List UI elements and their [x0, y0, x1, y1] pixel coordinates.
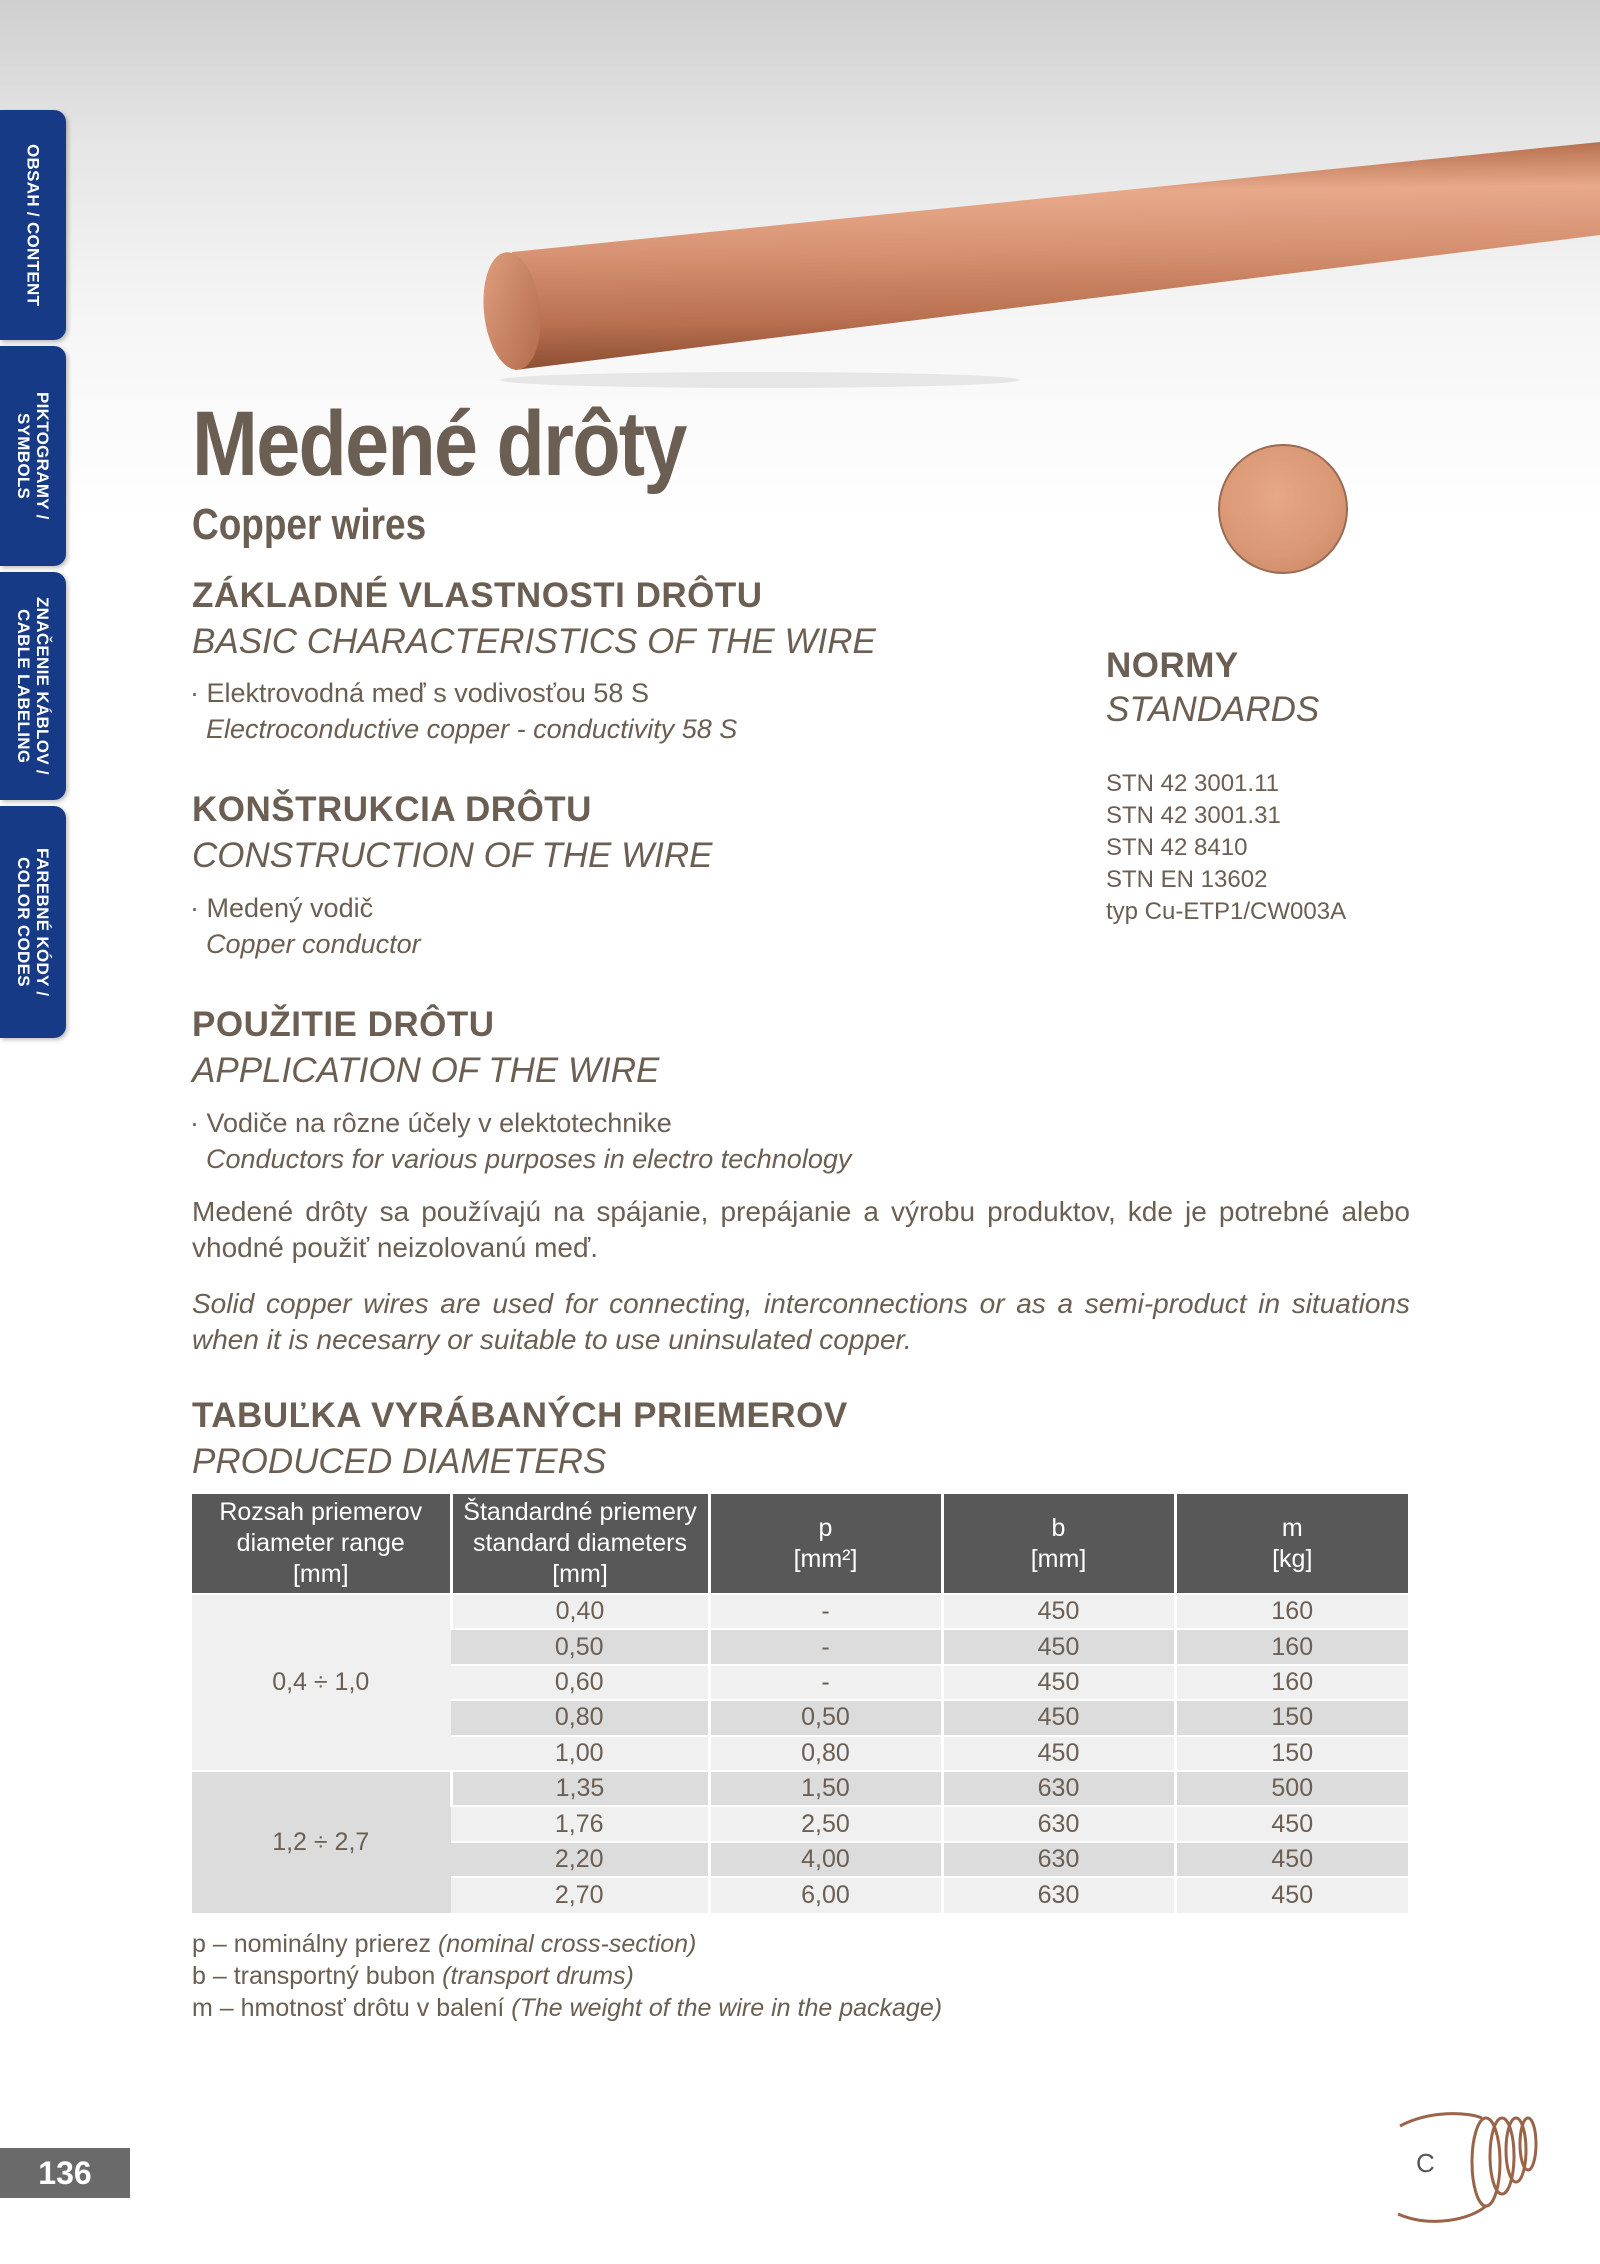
b-cell: 450 — [942, 1700, 1175, 1735]
diameter-cell: 0,40 — [451, 1594, 709, 1629]
diameter-cell: 1,35 — [451, 1771, 709, 1806]
tab-cable-labeling[interactable] — [0, 572, 66, 800]
standard-item: STN 42 3001.11 — [1106, 770, 1280, 797]
standard-item: STN 42 8410 — [1106, 834, 1248, 861]
b-cell: 450 — [942, 1665, 1175, 1700]
page-title: Medené drôty — [192, 393, 686, 495]
tab-color-codes-label: FAREBNÉ KÓDY / COLOR CODES — [14, 847, 52, 997]
column-header-standard-diameters: Štandardné priemery standard diameters [mm] — [451, 1494, 709, 1594]
b-cell: 450 — [942, 1629, 1175, 1664]
b-cell: 630 — [942, 1877, 1175, 1912]
legend-item-b: b – transportný bubon (transport drums) — [192, 1962, 634, 1990]
table-row — [192, 1594, 1408, 1629]
copper-rod-image — [0, 0, 1600, 420]
diameters-table — [192, 1494, 1408, 1913]
basic-bullet-en: Electroconductive copper - conductivity 58 S — [206, 714, 738, 744]
b-cell: 450 — [942, 1594, 1175, 1629]
m-cell: 450 — [1175, 1806, 1408, 1841]
m-cell: 160 — [1175, 1594, 1408, 1629]
company-logo-icon — [1390, 2096, 1550, 2226]
range-cell: 0,4 ÷ 1,0 — [192, 1594, 451, 1771]
m-cell: 160 — [1175, 1665, 1408, 1700]
diameter-cell: 0,60 — [451, 1665, 709, 1700]
m-cell: 500 — [1175, 1771, 1408, 1806]
table-header-row — [192, 1494, 1408, 1594]
basic-bullet-sk: · Elektrovodná meď s vodivosťou 58 S — [190, 678, 649, 708]
p-cell: 0,50 — [709, 1700, 942, 1735]
application-bullet-en: Conductors for various purposes in electro technology — [206, 1144, 852, 1174]
tab-symbols[interactable] — [0, 346, 66, 566]
description-en: Solid copper wires are used for connecting, interconnections or as a semi-product in situations when it is necesarry or suitable to use uninsulated copper. — [192, 1288, 1410, 1355]
m-cell: 150 — [1175, 1700, 1408, 1735]
basic-heading-sk: ZÁKLADNÉ VLASTNOSTI DRÔTU — [192, 576, 763, 615]
standards-heading-sk: NORMY — [1106, 646, 1239, 685]
p-cell: 6,00 — [709, 1877, 942, 1912]
table-heading-en: PRODUCED DIAMETERS — [192, 1442, 607, 1481]
diameter-cell: 0,80 — [451, 1700, 709, 1735]
standard-item: typ Cu-ETP1/CW003A — [1106, 898, 1347, 925]
p-cell: 4,00 — [709, 1842, 942, 1877]
b-cell: 450 — [942, 1736, 1175, 1771]
column-header-b: b [mm] — [942, 1494, 1175, 1594]
construction-bullet-sk: · Medený vodič — [190, 893, 374, 923]
application-bullet-sk: · Vodiče na rôzne účely v elektotechnike — [190, 1108, 672, 1138]
standard-item: STN 42 3001.31 — [1106, 802, 1281, 829]
b-cell: 630 — [942, 1806, 1175, 1841]
standard-item: STN EN 13602 — [1106, 866, 1268, 893]
application-heading-sk: POUŽITIE DRÔTU — [192, 1005, 495, 1044]
svg-text:C: C — [1416, 2148, 1435, 2178]
column-header-range: Rozsah priemerov diameter range [mm] — [192, 1494, 451, 1594]
tab-content[interactable] — [0, 110, 66, 340]
p-cell: 0,80 — [709, 1736, 942, 1771]
m-cell: 450 — [1175, 1842, 1408, 1877]
table-row — [192, 1771, 1408, 1806]
b-cell: 630 — [942, 1771, 1175, 1806]
diameter-cell: 0,50 — [451, 1629, 709, 1664]
p-cell: 1,50 — [709, 1771, 942, 1806]
diameter-cell: 1,76 — [451, 1806, 709, 1841]
copper-cross-section-icon — [1218, 444, 1348, 574]
standards-heading-en: STANDARDS — [1106, 690, 1320, 729]
diameter-cell: 1,00 — [451, 1736, 709, 1771]
description-sk: Medené drôty sa používajú na spájanie, prepájanie a výrobu produktov, kde je potrebné alebo vhodné použiť neizolovanú meď. — [192, 1196, 1410, 1263]
table-heading-sk: TABUĽKA VYRÁBANÝCH PRIEMEROV — [192, 1396, 848, 1435]
m-cell: 150 — [1175, 1736, 1408, 1771]
construction-heading-en: CONSTRUCTION OF THE WIRE — [192, 836, 713, 875]
tab-content-label: OBSAH / CONTENT — [23, 143, 43, 307]
diameter-cell: 2,70 — [451, 1877, 709, 1912]
p-cell: - — [709, 1665, 942, 1700]
column-header-m: m [kg] — [1175, 1494, 1408, 1594]
column-header-p: p [mm²] — [709, 1494, 942, 1594]
p-cell: 2,50 — [709, 1806, 942, 1841]
p-cell: - — [709, 1594, 942, 1629]
legend-item-p: p – nominálny prierez (nominal cross-section) — [192, 1930, 697, 1958]
m-cell: 450 — [1175, 1877, 1408, 1912]
diameter-cell: 2,20 — [451, 1842, 709, 1877]
p-cell: - — [709, 1629, 942, 1664]
b-cell: 630 — [942, 1842, 1175, 1877]
m-cell: 160 — [1175, 1629, 1408, 1664]
page-number: 136 — [0, 2148, 130, 2198]
page-subtitle: Copper wires — [192, 500, 427, 549]
construction-heading-sk: KONŠTRUKCIA DRÔTU — [192, 790, 592, 829]
tab-symbols-label: PIKTOGRAMY / SYMBOLS — [14, 392, 52, 520]
construction-bullet-en: Copper conductor — [206, 929, 421, 959]
tab-cable-labeling-label: ZNAČENIE KÁBLOV / CABLE LABELING — [14, 597, 52, 775]
application-heading-en: APPLICATION OF THE WIRE — [192, 1051, 660, 1090]
tab-color-codes[interactable] — [0, 806, 66, 1038]
range-cell: 1,2 ÷ 2,7 — [192, 1771, 451, 1913]
legend-item-m: m – hmotnosť drôtu v balení (The weight of the wire in the package) — [192, 1994, 943, 2022]
basic-heading-en: BASIC CHARACTERISTICS OF THE WIRE — [192, 622, 876, 661]
